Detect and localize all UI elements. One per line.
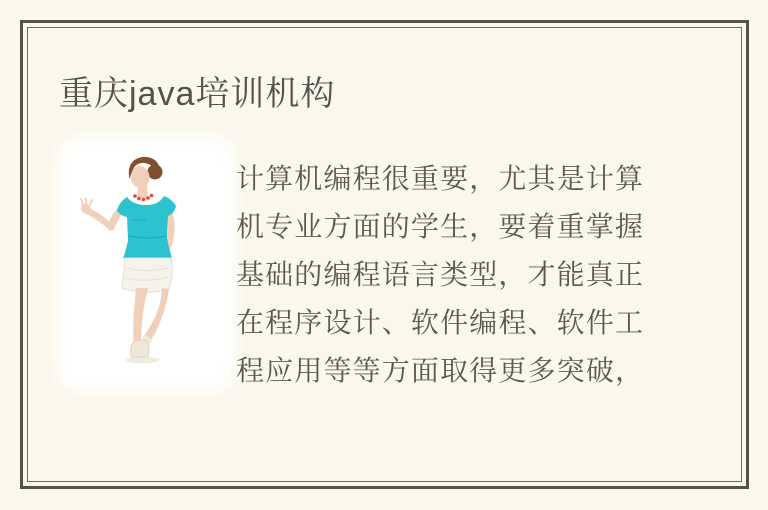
floor-shadow — [125, 357, 159, 364]
article-line-2: 机专业方面的学生，要着重掌握 — [236, 212, 643, 243]
article-line-5: 程应用等等方面取得更多突破， — [236, 356, 643, 387]
skirt — [122, 258, 172, 292]
article-line-4: 在程序设计、软件编程、软件工 — [236, 308, 643, 339]
blouse — [117, 196, 176, 258]
page-title: 重庆java培训机构 — [59, 75, 336, 113]
woman-photo — [69, 148, 223, 380]
platform-shoe — [131, 340, 150, 357]
article-line-3: 基础的编程语言类型，才能真正 — [236, 260, 643, 291]
woman-illustration — [69, 148, 223, 380]
article-line-1: 计算机编程很重要，尤其是计算 — [236, 164, 643, 195]
article-text — [236, 156, 643, 396]
fingers — [81, 198, 92, 205]
